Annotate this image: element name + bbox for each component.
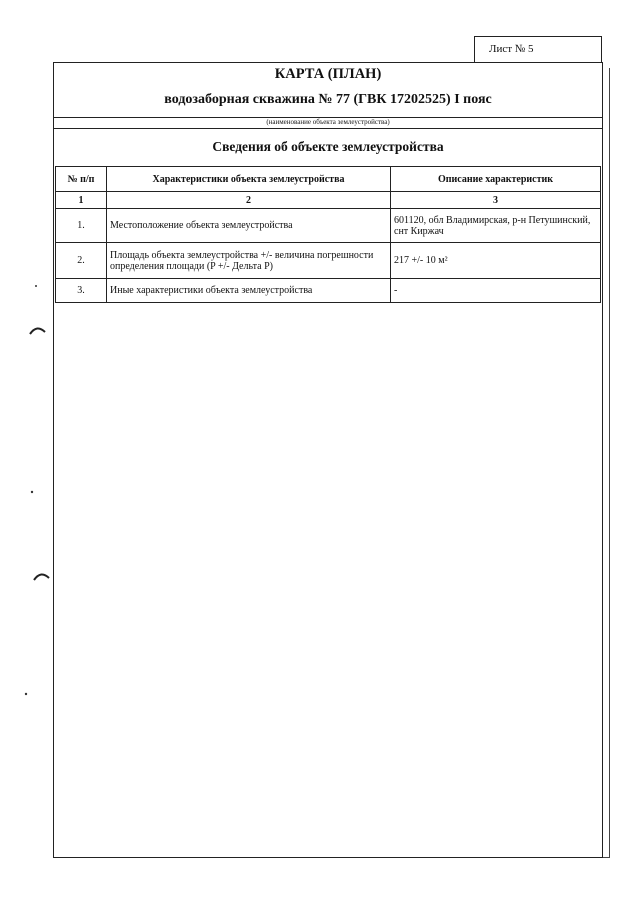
binder-hole-mark: [32, 568, 52, 584]
row-description: 601120, обл Владимирская, р-н Петушинский, снт Киржач: [391, 209, 601, 243]
scan-dot: [22, 690, 30, 698]
column-header: Описание характеристик: [391, 167, 601, 192]
column-number: 1: [56, 192, 107, 209]
column-header: № п/п: [56, 167, 107, 192]
object-title: водозаборная скважина № 77 (ГВК 17202525) I пояс: [164, 92, 492, 107]
column-number-row: [56, 192, 601, 209]
row-description: 217 +/- 10 м²: [391, 243, 601, 279]
caption-bottom-rule: [53, 128, 603, 129]
row-number: 1.: [56, 209, 107, 243]
column-number: 2: [107, 192, 391, 209]
sheet-number: Лист № 5: [474, 36, 602, 62]
row-number: 3.: [56, 279, 107, 303]
table-row: [56, 243, 601, 279]
characteristics-table: [55, 166, 601, 303]
row-characteristic: Иные характеристики объекта землеустройства: [107, 279, 391, 303]
column-number: 3: [391, 192, 601, 209]
scan-dot: [28, 488, 36, 496]
row-characteristic: Местоположение объекта землеустройства: [107, 209, 391, 243]
row-characteristic: Площадь объекта землеустройства +/- величина погрешности определения площади (P +/- Дельта P): [107, 243, 391, 279]
table-row: [56, 209, 601, 243]
document-title: КАРТА (ПЛАН): [274, 66, 382, 82]
section-title: Сведения об объекте землеустройства: [212, 139, 444, 154]
column-header: Характеристики объекта землеустройства: [107, 167, 391, 192]
table-row: [56, 279, 601, 303]
object-caption: (наименование объекта землеустройства): [266, 118, 390, 126]
row-description: -: [391, 279, 601, 303]
scan-dot: [33, 283, 39, 289]
row-number: 2.: [56, 243, 107, 279]
binder-hole-mark: [28, 322, 48, 338]
table-header-row: [56, 167, 601, 192]
